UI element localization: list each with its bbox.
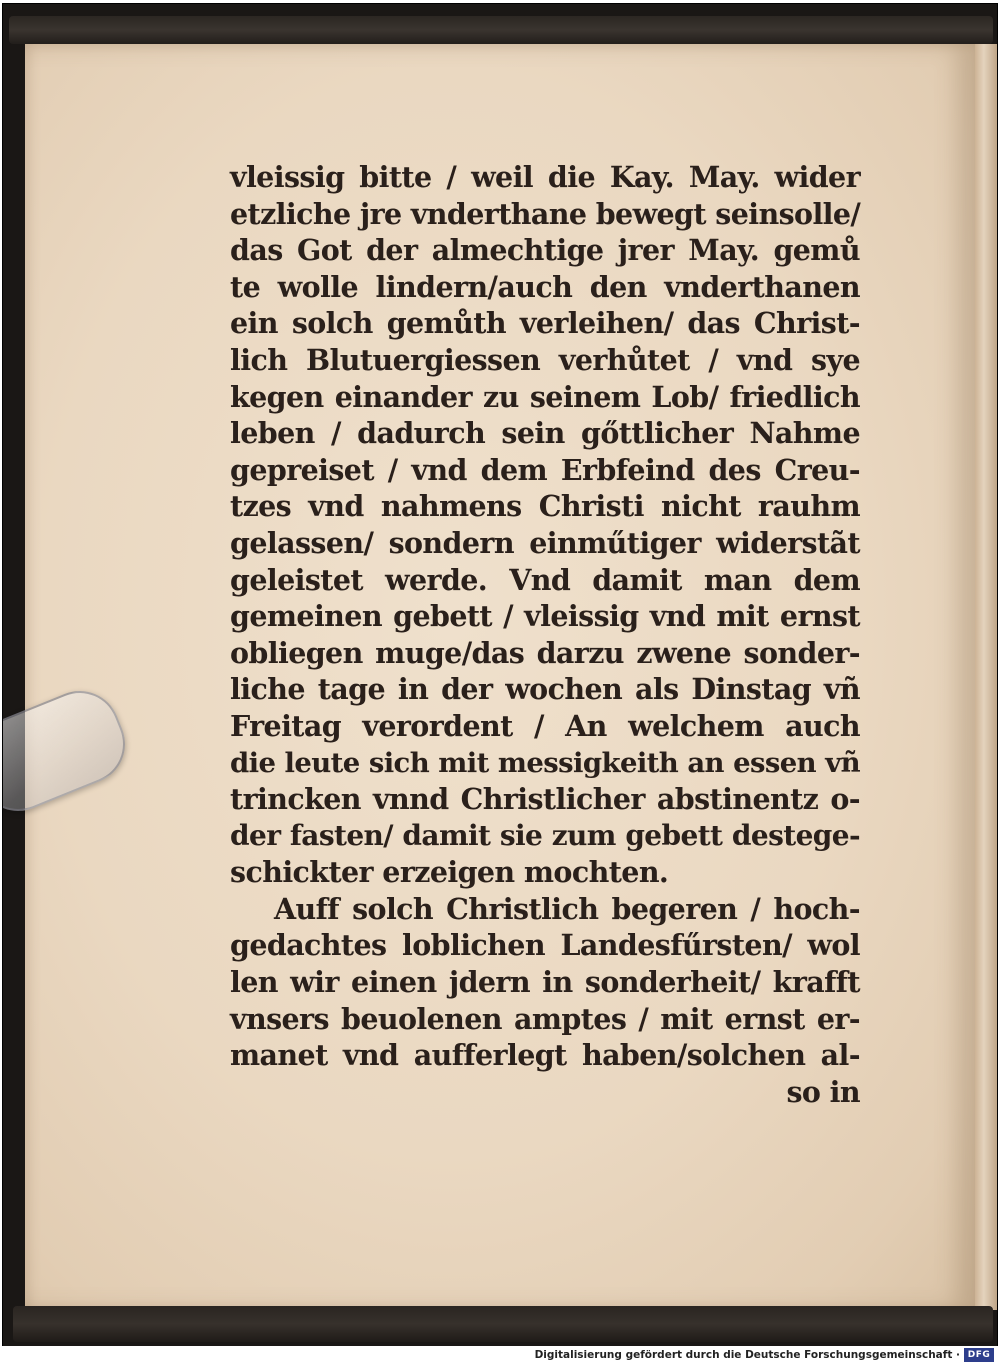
text-line: die leute sich mit messigkeith an essen vñ	[230, 746, 860, 779]
footer-bar	[0, 1346, 1000, 1366]
text-line: Freitag verordent / An welchem auch	[230, 708, 860, 743]
text-line: ein solch gemůth verleihen/ das Christ-	[230, 306, 860, 341]
book-scan	[2, 3, 998, 1348]
text-line: te wolle lindern/auch den vnderthanen	[230, 269, 860, 304]
text-line: gelassen/ sondern einműtiger widerstãt	[230, 525, 860, 560]
text-line: Auff solch Christlich begeren / hoch-	[274, 891, 860, 926]
text-line: gedachtes loblichen Landesfűrsten/ wol	[230, 928, 860, 963]
text-line: manet vnd aufferlegt haben/solchen al-	[230, 1038, 860, 1073]
text-line: geleistet werde. Vnd damit man dem	[230, 562, 860, 597]
page-edge	[975, 44, 997, 1310]
text-line: vleissig bitte / weil die Kay. May. wider	[230, 160, 860, 194]
book-binding-top	[9, 16, 993, 44]
book-page	[25, 44, 975, 1310]
text-line: trincken vnnd Christlicher abstinentz o-	[230, 782, 860, 817]
text-line: obliegen muge/das darzu zwene sonder-	[230, 635, 860, 670]
text-line: etzliche jre vnderthane bewegt seinsolle/	[230, 196, 861, 231]
text-line: gepreiset / vnd dem Erbfeind des Creu-	[230, 452, 860, 487]
text-line: das Got der almechtige jrer May. gemů	[230, 233, 860, 268]
text-line: lich Blutuergiessen verhůtet / vnd sye	[230, 342, 860, 377]
text-line: kegen einander zu seinem Lob/ friedlich	[230, 379, 860, 414]
page-text-block	[230, 159, 860, 1110]
text-line: vnsers beuolenen amptes / mit ernst er-	[230, 1001, 860, 1036]
text-line: tzes vnd nahmens Christi nicht rauhm	[230, 489, 860, 524]
text-line: len wir einen jdern in sonderheit/ krafft	[230, 965, 860, 1000]
text-line: leben / dadurch sein gőttlicher Nahme	[230, 416, 860, 451]
text-line: der fasten/ damit sie zum gebett destege-	[230, 818, 860, 852]
text-line: gemeinen gebett / vleissig vnd mit ernst	[230, 599, 860, 634]
funding-credit: Digitalisierung gefördert durch die Deutsche Forschungsgemeinschaft ·	[534, 1349, 960, 1361]
dfg-logo: DFG	[964, 1348, 994, 1362]
book-binding-bottom	[13, 1306, 993, 1342]
text-line: schickter erzeigen mochten.	[230, 855, 669, 890]
text-line: liche tage in der wochen als Dinstag vñ	[230, 672, 860, 707]
catchword: so in	[786, 1074, 860, 1109]
